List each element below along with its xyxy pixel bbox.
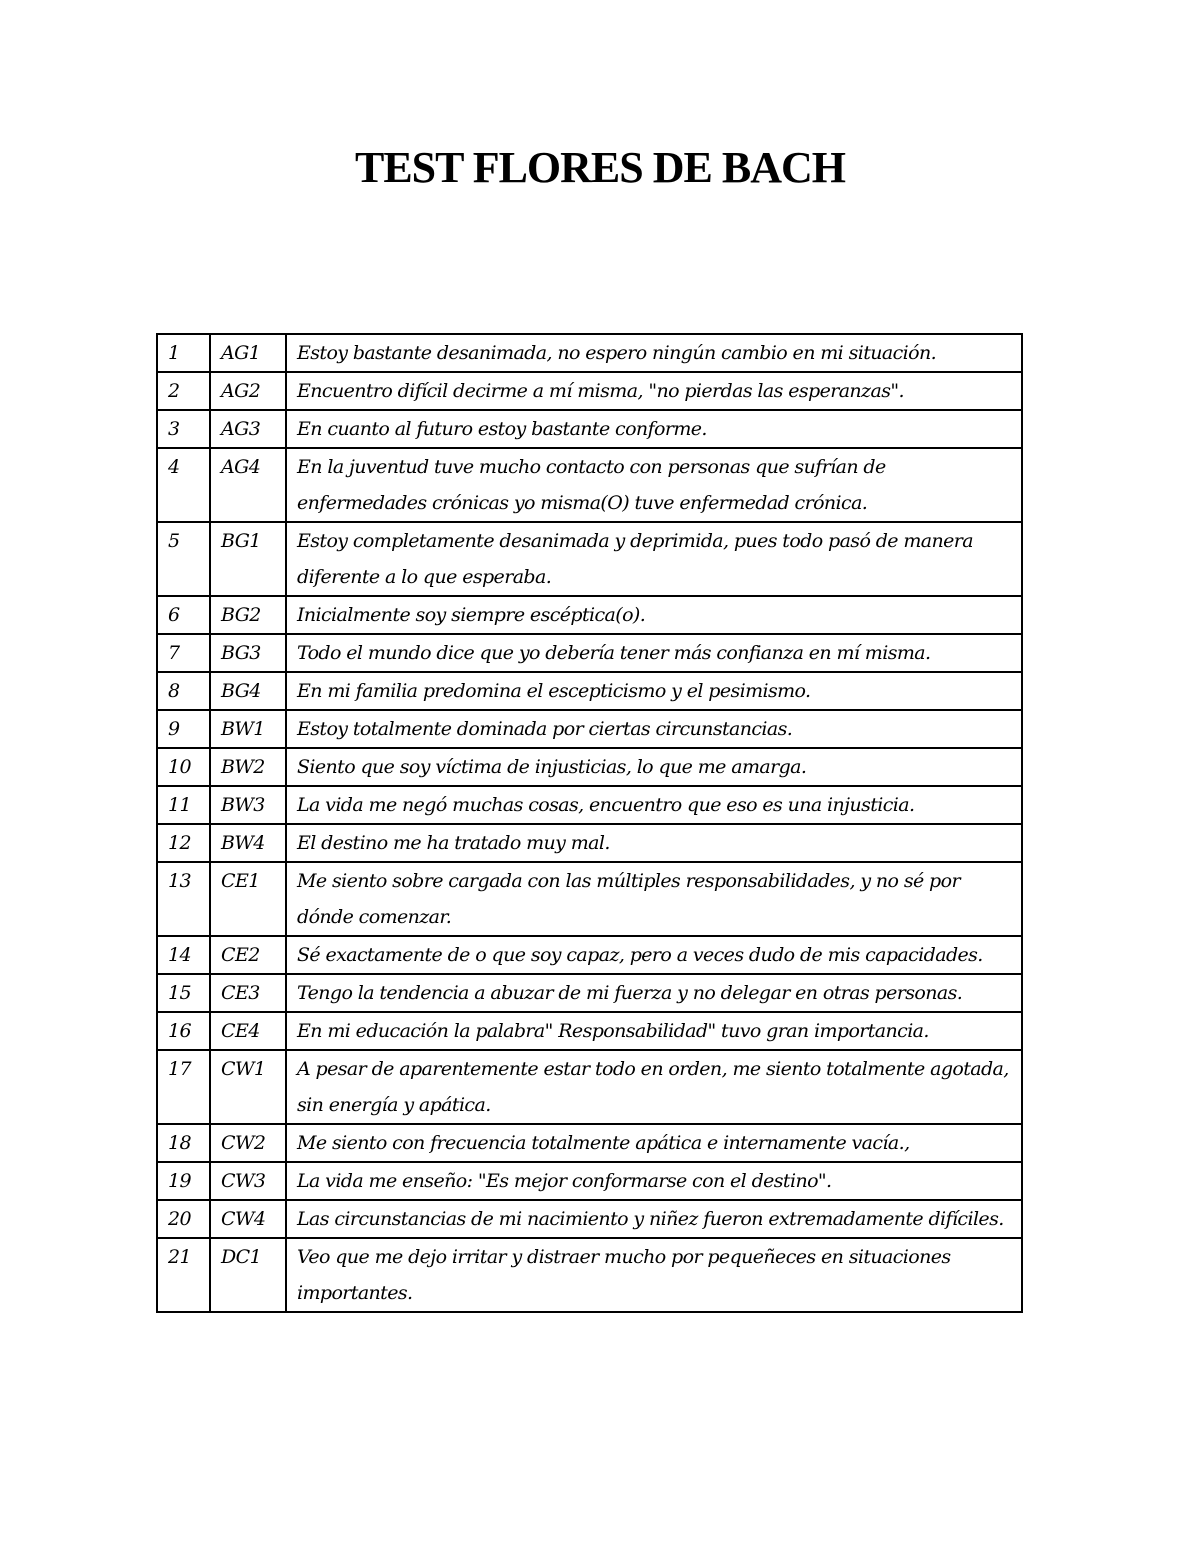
table-row (157, 824, 1022, 862)
table-row (157, 334, 1022, 372)
table-row (157, 410, 1022, 448)
row-code: BG3 (210, 634, 286, 672)
row-statement: Inicialmente soy siempre escéptica(o). (286, 596, 1022, 634)
row-code: CW3 (210, 1162, 286, 1200)
table-row (157, 1012, 1022, 1050)
row-number: 5 (157, 522, 210, 596)
row-number: 17 (157, 1050, 210, 1124)
row-statement: En la juventud tuve mucho contacto con personas que sufrían de enfermedades crónicas yo misma(O) tuve enfermedad crónica. (286, 448, 1022, 522)
row-number: 1 (157, 334, 210, 372)
table-row (157, 862, 1022, 936)
page-title: TEST FLORES DE BACH (354, 143, 845, 192)
row-statement: En mi educación la palabra" Responsabilidad" tuvo gran importancia. (286, 1012, 1022, 1050)
table-row (157, 1124, 1022, 1162)
row-code: BW2 (210, 748, 286, 786)
row-number: 7 (157, 634, 210, 672)
row-statement: En mi familia predomina el escepticismo y el pesimismo. (286, 672, 1022, 710)
row-number: 6 (157, 596, 210, 634)
table-row (157, 748, 1022, 786)
row-statement: Sé exactamente de o que soy capaz, pero a veces dudo de mis capacidades. (286, 936, 1022, 974)
row-statement: Veo que me dejo irritar y distraer mucho por pequeñeces en situaciones importantes. (286, 1238, 1022, 1312)
row-statement: Tengo la tendencia a abuzar de mi fuerza y no delegar en otras personas. (286, 974, 1022, 1012)
row-statement: El destino me ha tratado muy mal. (286, 824, 1022, 862)
row-statement: Estoy bastante desanimada, no espero ningún cambio en mi situación. (286, 334, 1022, 372)
row-code: BW4 (210, 824, 286, 862)
row-code: CE3 (210, 974, 286, 1012)
row-code: BG4 (210, 672, 286, 710)
row-number: 20 (157, 1200, 210, 1238)
row-code: CE4 (210, 1012, 286, 1050)
row-number: 12 (157, 824, 210, 862)
row-code: CW4 (210, 1200, 286, 1238)
row-statement: En cuanto al futuro estoy bastante conforme. (286, 410, 1022, 448)
questions-table-body (157, 334, 1022, 1312)
row-code: AG2 (210, 372, 286, 410)
row-number: 19 (157, 1162, 210, 1200)
row-statement: La vida me enseño: "Es mejor conformarse con el destino". (286, 1162, 1022, 1200)
table-row (157, 1162, 1022, 1200)
row-statement: Me siento sobre cargada con las múltiples responsabilidades, y no sé por dónde comenzar. (286, 862, 1022, 936)
row-number: 21 (157, 1238, 210, 1312)
row-number: 13 (157, 862, 210, 936)
row-statement: Todo el mundo dice que yo debería tener más confianza en mí misma. (286, 634, 1022, 672)
row-statement: Me siento con frecuencia totalmente apática e internamente vacía., (286, 1124, 1022, 1162)
row-statement: Encuentro difícil decirme a mí misma, "no pierdas las esperanzas". (286, 372, 1022, 410)
row-code: AG4 (210, 448, 286, 522)
row-code: BG2 (210, 596, 286, 634)
row-number: 4 (157, 448, 210, 522)
table-row (157, 710, 1022, 748)
table-row (157, 596, 1022, 634)
table-row (157, 672, 1022, 710)
row-code: CW1 (210, 1050, 286, 1124)
row-code: DC1 (210, 1238, 286, 1312)
row-code: AG1 (210, 334, 286, 372)
table-row (157, 522, 1022, 596)
row-code: AG3 (210, 410, 286, 448)
row-number: 16 (157, 1012, 210, 1050)
row-number: 8 (157, 672, 210, 710)
row-statement: Siento que soy víctima de injusticias, lo que me amarga. (286, 748, 1022, 786)
row-statement: Estoy completamente desanimada y deprimida, pues todo pasó de manera diferente a lo que esperaba. (286, 522, 1022, 596)
table-row (157, 936, 1022, 974)
questions-table (156, 333, 1023, 1313)
table-row (157, 1238, 1022, 1312)
row-code: CE2 (210, 936, 286, 974)
row-statement: Las circunstancias de mi nacimiento y niñez fueron extremadamente difíciles. (286, 1200, 1022, 1238)
row-number: 3 (157, 410, 210, 448)
table-row (157, 1200, 1022, 1238)
row-statement: Estoy totalmente dominada por ciertas circunstancias. (286, 710, 1022, 748)
row-statement: A pesar de aparentemente estar todo en orden, me siento totalmente agotada, sin energía y apática. (286, 1050, 1022, 1124)
row-code: CW2 (210, 1124, 286, 1162)
row-number: 9 (157, 710, 210, 748)
row-number: 18 (157, 1124, 210, 1162)
row-code: BW3 (210, 786, 286, 824)
row-code: BW1 (210, 710, 286, 748)
row-code: BG1 (210, 522, 286, 596)
table-row (157, 786, 1022, 824)
row-number: 15 (157, 974, 210, 1012)
row-number: 2 (157, 372, 210, 410)
row-code: CE1 (210, 862, 286, 936)
table-row (157, 974, 1022, 1012)
table-row (157, 1050, 1022, 1124)
row-number: 11 (157, 786, 210, 824)
row-number: 10 (157, 748, 210, 786)
table-row (157, 634, 1022, 672)
row-number: 14 (157, 936, 210, 974)
table-row (157, 372, 1022, 410)
row-statement: La vida me negó muchas cosas, encuentro que eso es una injusticia. (286, 786, 1022, 824)
table-row (157, 448, 1022, 522)
